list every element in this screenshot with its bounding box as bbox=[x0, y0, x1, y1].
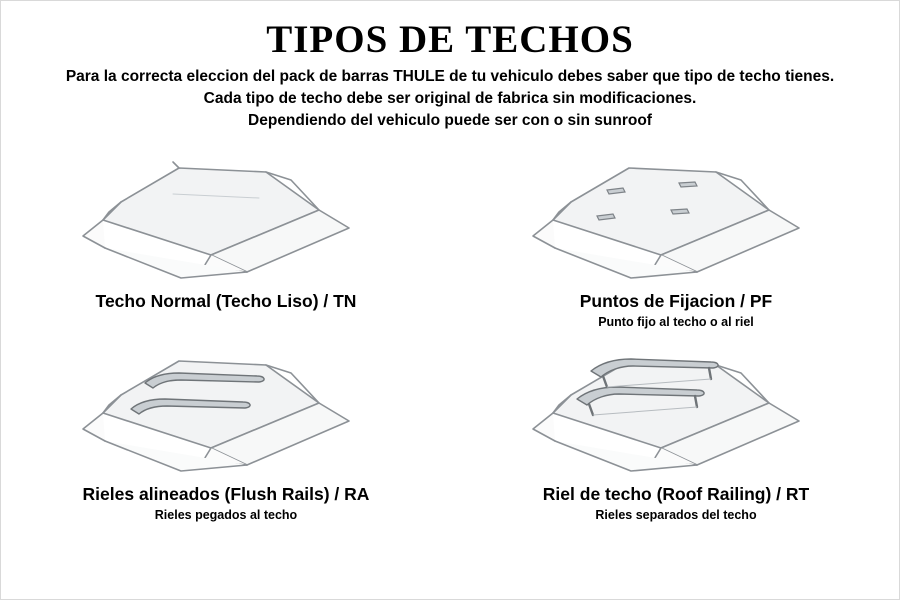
car-roof-plain-icon bbox=[61, 150, 391, 285]
roof-type-caption-tn: Techo Normal (Techo Liso) / TN bbox=[95, 291, 357, 311]
roof-type-subcaption-pf: Punto fijo al techo o al riel bbox=[598, 315, 754, 329]
roof-type-subcaption-ra: Rieles pegados al techo bbox=[154, 508, 298, 522]
intro-line-2: Cada tipo de techo debe ser original de fabrica sin modificaciones. bbox=[203, 90, 697, 107]
roof-type-caption-ra: Rieles alineados (Flush Rails) / RA bbox=[82, 484, 370, 504]
roof-type-card-ra bbox=[1, 341, 451, 536]
page-title: TIPOS DE TECHOS bbox=[266, 18, 634, 61]
intro-line-1: Para la correcta eleccion del pack de barras THULE de tu vehiculo debes saber que tipo de techo tienes. bbox=[65, 68, 835, 85]
roof-type-card-pf bbox=[451, 146, 900, 341]
roof-type-card-rt bbox=[451, 341, 900, 536]
roof-type-card-tn bbox=[1, 146, 451, 341]
intro-text bbox=[29, 66, 871, 132]
car-roof-flush-rails-icon bbox=[61, 343, 391, 478]
roof-type-subcaption-rt: Rieles separados del techo bbox=[595, 508, 757, 522]
roof-types-grid bbox=[1, 146, 899, 536]
car-roof-fixpoint-icon bbox=[511, 150, 841, 285]
roof-type-caption-rt: Riel de techo (Roof Railing) / RT bbox=[542, 484, 810, 504]
car-roof-railing-icon bbox=[511, 343, 841, 478]
roof-type-caption-pf: Puntos de Fijacion / PF bbox=[579, 291, 773, 311]
intro-line-3: Dependiendo del vehiculo puede ser con o sin sunroof bbox=[248, 112, 652, 129]
